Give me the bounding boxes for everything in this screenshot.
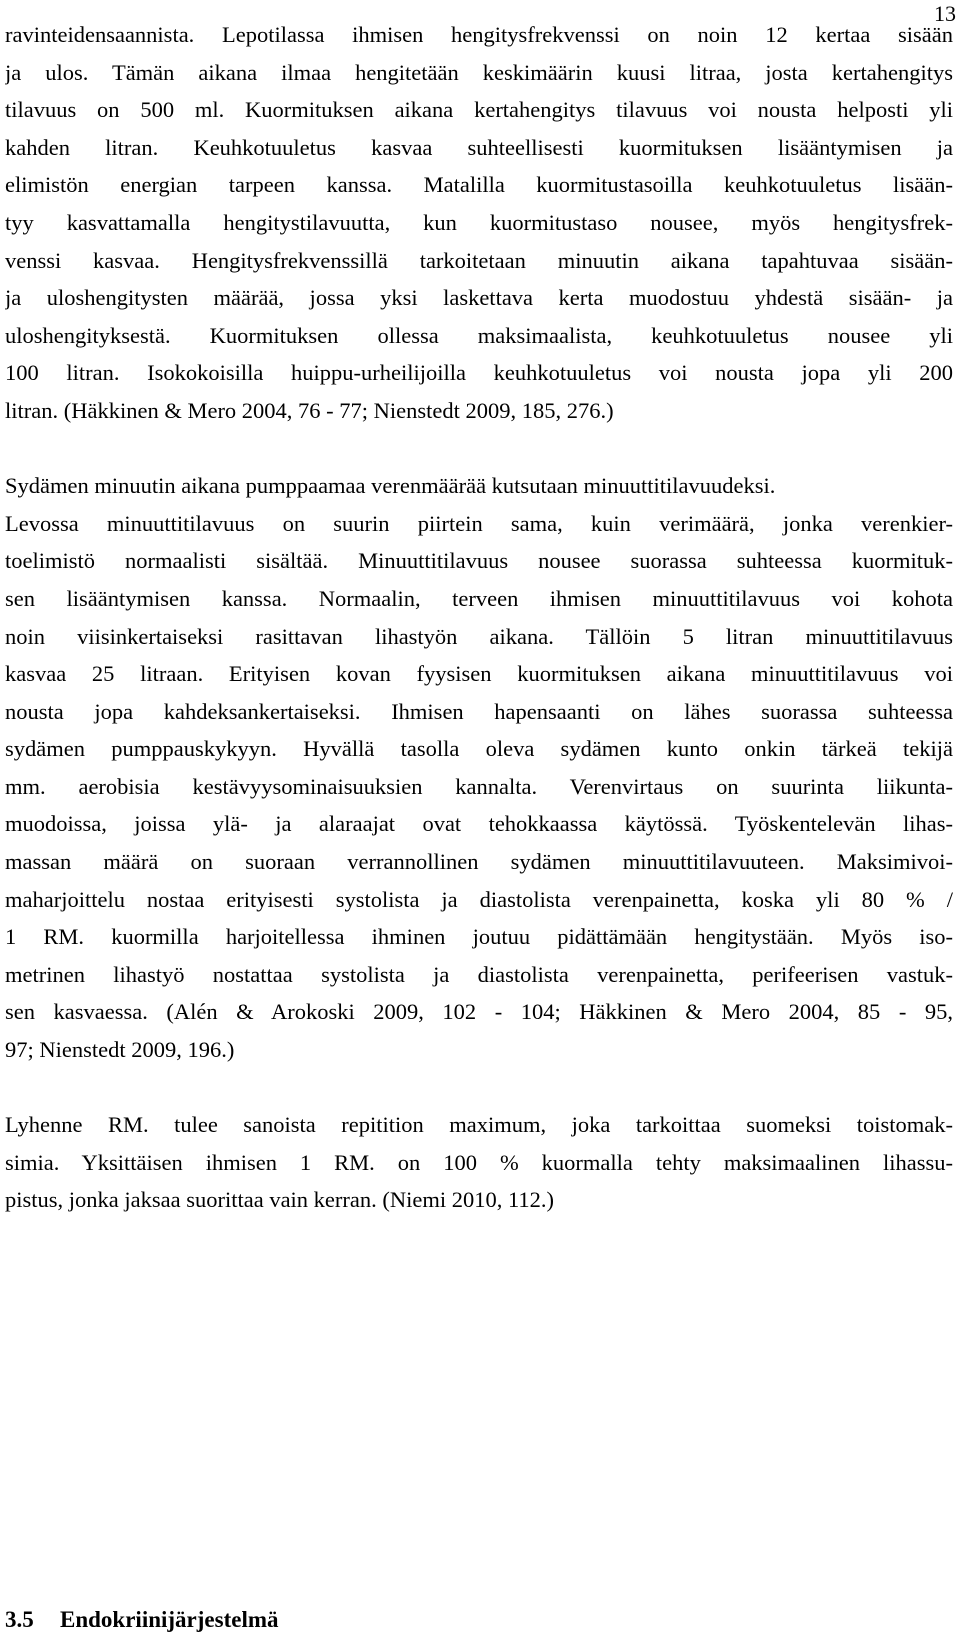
text-line: maharjoittelu nostaa erityisesti systolista ja diastolista verenpainetta, koska yli 80 % /: [5, 886, 953, 912]
text-line: litran. (Häkkinen & Mero 2004, 76 - 77; Nienstedt 2009, 185, 276.): [5, 397, 614, 423]
text-line: venssi kasvaa. Hengitysfrekvenssillä tarkoitetaan minuutin aikana tapahtuvaa sisään-: [5, 247, 953, 273]
paragraph-cardiac-output: [5, 467, 953, 1069]
text-line: muodoissa, joissa ylä- ja alaraajat ovat tehokkaassa käytössä. Työskentelevän lihas-: [5, 811, 953, 837]
text-line: metrinen lihastyö nostattaa systolista ja diastolista verenpainetta, perifeerisen vastuk-: [5, 961, 953, 987]
text-line: noin viisinkertaiseksi rasittavan lihastyön aikana. Tällöin 5 litran minuuttitilavuus: [5, 623, 953, 649]
section-title: Endokriinijärjestelmä: [60, 1607, 279, 1632]
document-body: [5, 16, 953, 1219]
text-line: elimistön energian tarpeen kanssa. Matalilla kuormitustasoilla keuhkotuuletus lisään-: [5, 172, 953, 198]
text-line: ja uloshengitysten määrää, jossa yksi laskettava kerta muodostuu yhdestä sisään- ja: [5, 285, 953, 311]
text-line: ja ulos. Tämän aikana ilmaa hengitetään keskimäärin kuusi litraa, josta kertahengitys: [5, 59, 953, 85]
text-line: Lyhenne RM. tulee sanoista repitition maximum, joka tarkoittaa suomeksi toistomak-: [5, 1112, 953, 1138]
text-line: 97; Nienstedt 2009, 196.): [5, 1037, 235, 1063]
text-line: 100 litran. Isokokoisilla huippu-urheilijoilla keuhkotuuletus voi nousta jopa yli 200: [5, 360, 953, 386]
text-line: sydämen pumppauskykyyn. Hyvällä tasolla oleva sydämen kunto onkin tärkeä tekijä: [5, 736, 953, 762]
text-line: pistus, jonka jaksaa suorittaa vain kerran. (Niemi 2010, 112.): [5, 1187, 555, 1213]
text-line: ravinteidensaannista. Lepotilassa ihmisen hengitysfrekvenssi on noin 12 kertaa sisään: [5, 22, 953, 47]
text-line: tilavuus on 500 ml. Kuormituksen aikana kertahengitys tilavuus voi nousta helposti yli: [5, 97, 953, 123]
page-number: 13: [934, 1, 956, 26]
text-line: simia. Yksittäisen ihmisen 1 RM. on 100 % kuormalla tehty maksimaalinen lihassu-: [5, 1149, 953, 1175]
text-line: kahden litran. Keuhkotuuletus kasvaa suhteellisesti kuormituksen lisääntymisen ja: [5, 134, 953, 160]
text-line: 1 RM. kuormilla harjoitellessa ihminen joutuu pidättämään hengitystään. Myös iso-: [5, 924, 953, 950]
text-line: mm. aerobisia kestävyysominaisuuksien kannalta. Verenvirtaus on suurinta liikunta-: [5, 773, 953, 799]
text-line: sen kasvaessa. (Alén & Arokoski 2009, 102 - 104; Häkkinen & Mero 2004, 85 - 95,: [5, 999, 953, 1025]
section-heading: [5, 1600, 279, 1640]
text-line: uloshengityksestä. Kuormituksen ollessa maksimaalista, keuhkotuuletus nousee yli: [5, 322, 953, 348]
text-line: nousta jopa kahdeksankertaiseksi. Ihmisen hapensaanti on lähes suorassa suhteessa: [5, 698, 953, 724]
text-line: toelimistö normaalisti sisältää. Minuuttitilavuus nousee suorassa suhteessa kuormituk-: [5, 548, 953, 574]
text-line: Sydämen minuutin aikana pumppaamaa verenmäärää kutsutaan minuuttitilavuudeksi.: [5, 473, 776, 499]
text-line: tyy kasvattamalla hengitystilavuutta, kun kuormitustaso nousee, myös hengitysfrek-: [5, 209, 953, 235]
paragraph-rm-definition: [5, 1106, 953, 1219]
text-line: kasvaa 25 litraan. Erityisen kovan fyysisen kuormituksen aikana minuuttitilavuus voi: [5, 661, 953, 687]
section-number: 3.5: [5, 1607, 34, 1632]
paragraph-breathing: [5, 16, 953, 430]
text-line: massan määrä on suoraan verrannollinen sydämen minuuttitilavuuteen. Maksimivoi-: [5, 849, 953, 875]
text-line: sen lisääntymisen kanssa. Normaalin, terveen ihmisen minuuttitilavuus voi kohota: [5, 585, 953, 611]
text-line: Levossa minuuttitilavuus on suurin piirtein sama, kuin verimäärä, jonka verenkier-: [5, 510, 953, 536]
